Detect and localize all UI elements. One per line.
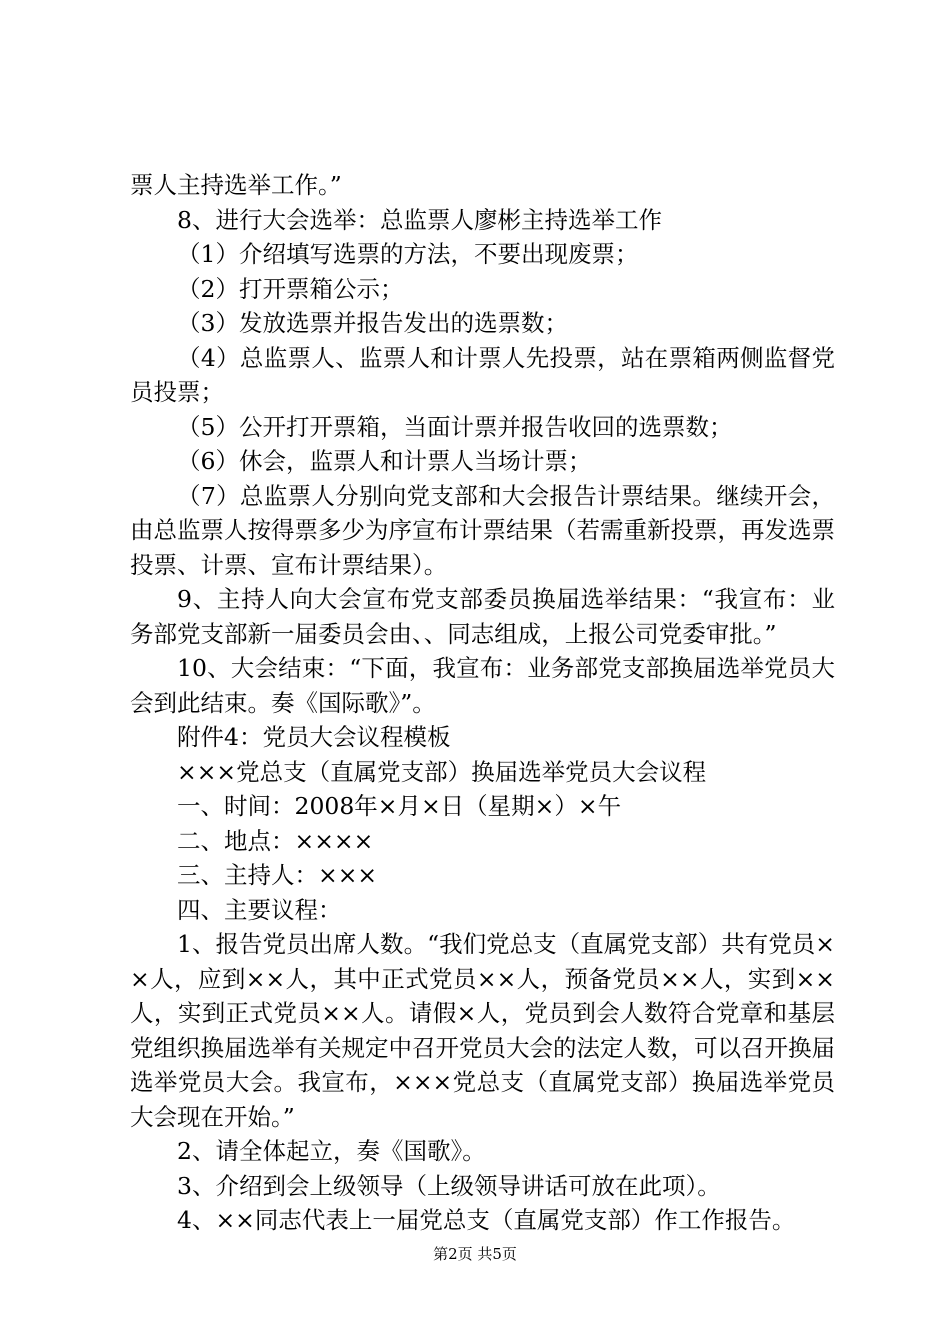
- document-body: [130, 168, 835, 1238]
- body-paragraph: （6）休会，监票人和计票人当场计票；: [177, 447, 592, 475]
- body-paragraph: 一、时间：2008年×月×日（星期×）×午: [177, 792, 622, 820]
- body-paragraph: （3）发放选票并报告发出的选票数；: [177, 309, 568, 337]
- body-paragraph: （2）打开票箱公示；: [177, 274, 404, 303]
- page-footer: 第2页 共5页: [433, 1245, 517, 1263]
- body-paragraph: 9、主持人向大会宣布党支部委员换届选举结果：“我宣布：业务部党支部新一届委员会由、、同志组成，上报公司党委审批。”: [130, 585, 835, 648]
- body-paragraph: 4、××同志代表上一届党总支（直属党支部）作工作报告。: [177, 1206, 796, 1234]
- body-paragraph: 1、报告党员出席人数。“我们党总支（直属党支部）共有党员××人，应到××人，其中正式党员××人，预备党员××人，实到××人，实到正式党员××人。请假×人，党员到会人数符合党章和基层党组织换届选举有关规定中召开党员大会的法定人数，可以召开换届选举党员大会。我宣布，×××党总支（直属党支部）换届选举党员大会现在开始。”: [130, 930, 835, 1131]
- body-paragraph: 二、地点：××××: [177, 826, 374, 855]
- body-paragraph: 3、介绍到会上级领导（上级领导讲话可放在此项）。: [177, 1171, 721, 1200]
- body-paragraph: 2、请全体起立，奏《国歌》。: [177, 1137, 486, 1165]
- body-paragraph: 8、进行大会选举：总监票人廖彬主持选举工作: [177, 205, 662, 234]
- body-paragraph: 票人主持选举工作。”: [130, 171, 342, 199]
- body-paragraph: （7）总监票人分别向党支部和大会报告计票结果。继续开会，由总监票人按得票多少为序宣布计票结果（若需重新投票，再发选票投票、计票、宣布计票结果）。: [130, 481, 835, 579]
- body-paragraph: 三、主持人：×××: [177, 861, 378, 889]
- body-paragraph: （1）介绍填写选票的方法，不要出现废票；: [177, 240, 639, 268]
- body-paragraph: 10、大会结束：“下面，我宣布：业务部党支部换届选举党员大会到此结束。奏《国际歌》”。: [130, 654, 835, 717]
- body-paragraph: 附件4：党员大会议程模板: [177, 723, 451, 751]
- body-paragraph: ×××党总支（直属党支部）换届选举党员大会议程: [177, 757, 707, 786]
- body-paragraph: （4）总监票人、监票人和计票人先投票，站在票箱两侧监督党员投票；: [130, 343, 835, 406]
- body-paragraph: （5）公开打开票箱，当面计票并报告收回的选票数；: [177, 412, 733, 441]
- body-paragraph: 四、主要议程：: [177, 895, 342, 924]
